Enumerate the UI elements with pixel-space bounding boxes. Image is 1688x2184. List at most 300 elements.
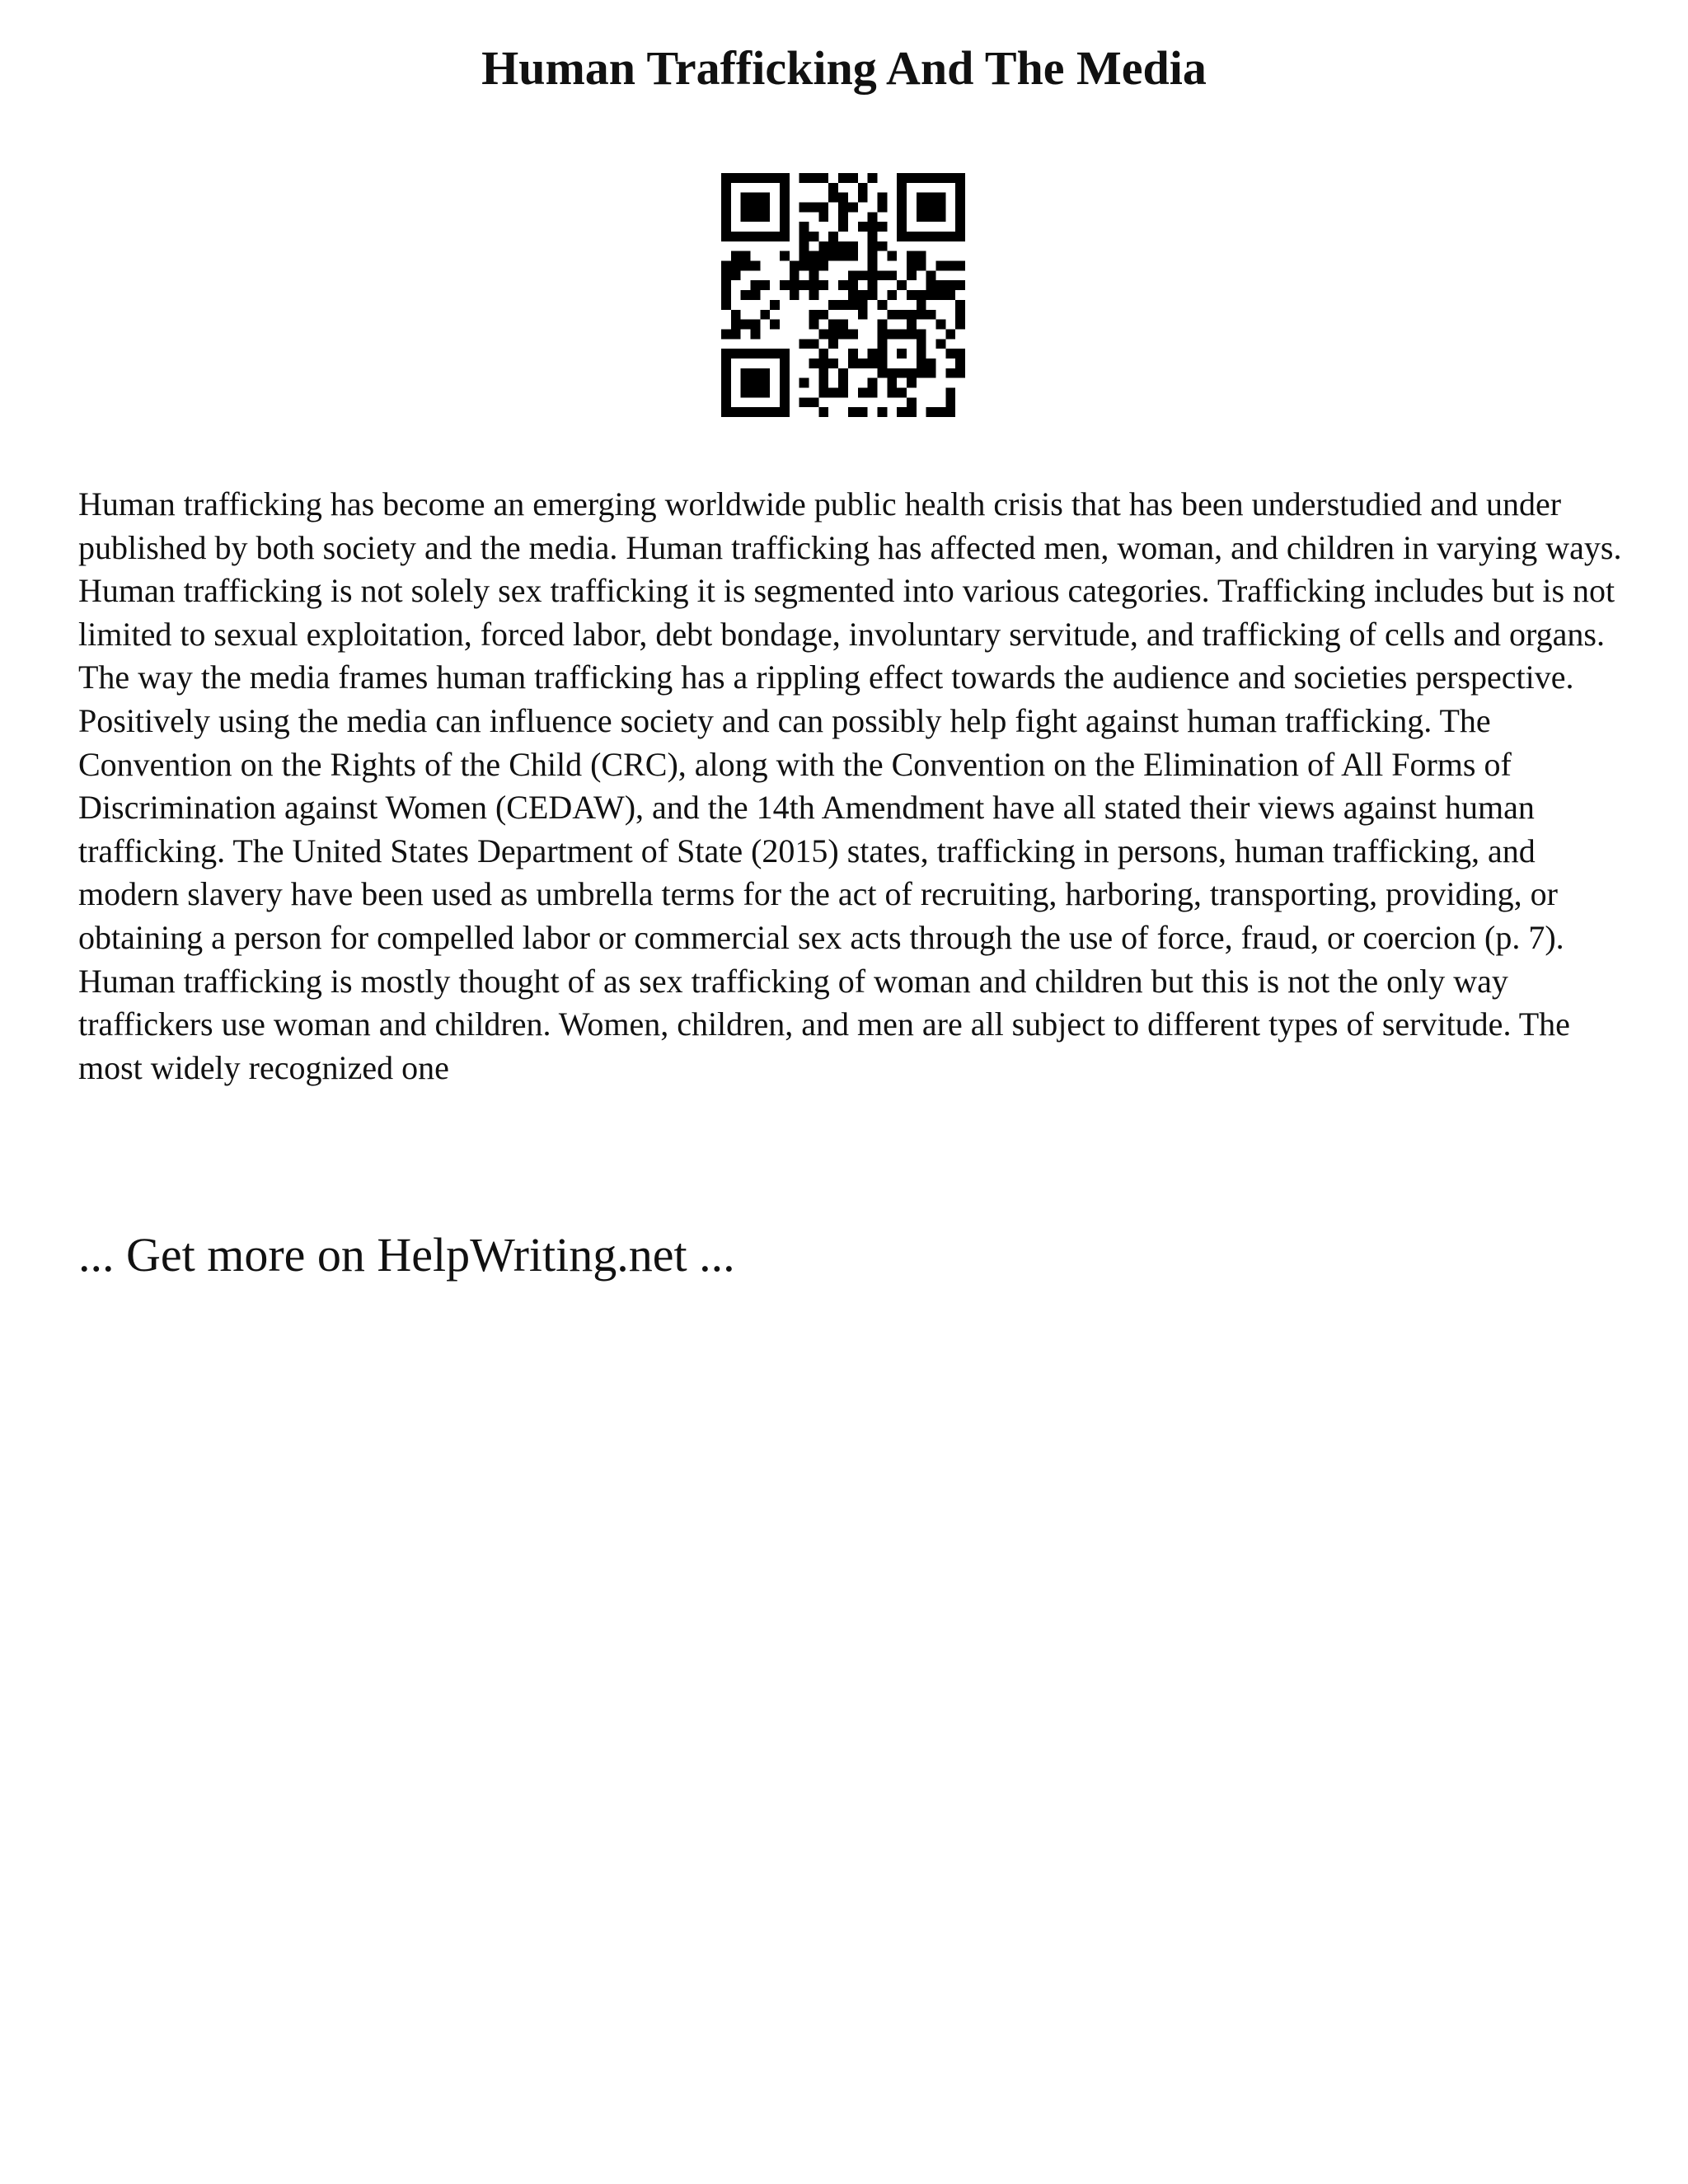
qr-module	[897, 387, 907, 397]
qr-module	[760, 407, 770, 417]
qr-module	[828, 232, 838, 241]
qr-module	[935, 193, 945, 203]
qr-module	[838, 368, 848, 378]
qr-module	[945, 232, 955, 241]
qr-module	[828, 359, 838, 368]
qr-module	[848, 349, 858, 359]
qr-module	[926, 310, 936, 320]
qr-module	[955, 261, 965, 271]
qr-module	[868, 359, 878, 368]
qr-module	[809, 359, 819, 368]
qr-module	[887, 387, 897, 397]
qr-module	[868, 387, 878, 397]
qr-module	[897, 407, 907, 417]
qr-module	[741, 349, 751, 359]
qr-module	[917, 232, 926, 241]
qr-module	[731, 329, 741, 339]
qr-module	[721, 397, 731, 407]
qr-module	[751, 368, 761, 378]
qr-module	[780, 280, 790, 290]
qr-module	[945, 387, 955, 397]
qr-module	[887, 368, 897, 378]
qr-module	[838, 329, 848, 339]
qr-module	[868, 241, 878, 251]
qr-module	[741, 378, 751, 388]
qr-module	[741, 387, 751, 397]
qr-module	[780, 222, 790, 232]
qr-module	[945, 349, 955, 359]
qr-module	[809, 339, 819, 349]
qr-module	[917, 368, 926, 378]
qr-module	[848, 203, 858, 213]
qr-module	[721, 193, 731, 203]
qr-module	[741, 368, 751, 378]
qr-module	[917, 310, 926, 320]
qr-module	[907, 290, 917, 300]
qr-module	[897, 212, 907, 222]
body-paragraph: Human trafficking has become an emerging worldwide public health crisis that has been understudied and under published by both society and the media. Human trafficking has affected men, woman, and children in varying ways. Human trafficking is not solely sex trafficking it is segmented into various categories. Trafficking includes but is not limited to sexual exploitation, forced labor, debt bondage, involuntary servitude, and trafficking of cells and organs. The way the media frames human trafficking has a rippling effect towards the audience and societies perspective. Positively using the media can influence society and can possibly help fight against human trafficking. The Convention on the Rights of the Child (CRC), along with the Convention on the Elimination of All Forms of Discrimination against Women (CEDAW), and the 14th Amendment have all stated their views against human trafficking. The United States Department of State (2015) states, trafficking in persons, human trafficking, and modern slavery have been used as umbrella terms for the act of recruiting, harboring, transporting, providing, or obtaining a person for compelled labor or commercial sex acts through the use of force, fraud, or coercion (p. 7). Human trafficking is mostly thought of as sex trafficking of woman and children but this is not the only way traffickers use woman and children. Women, children, and men are all subject to different types of servitude. The most widely recognized one	[78, 485, 1622, 1086]
qr-module	[897, 203, 907, 213]
get-more-link[interactable]: ... Get more on HelpWriting.net ...	[78, 1228, 735, 1282]
qr-module	[935, 232, 945, 241]
qr-module	[799, 173, 809, 183]
qr-module	[877, 329, 887, 339]
qr-module	[897, 310, 907, 320]
qr-module	[818, 212, 828, 222]
qr-module	[877, 222, 887, 232]
qr-module	[945, 261, 955, 271]
qr-module	[828, 183, 838, 193]
qr-module	[907, 378, 917, 388]
qr-module	[780, 349, 790, 359]
qr-module	[838, 173, 848, 183]
qr-module	[721, 261, 731, 271]
qr-module	[731, 407, 741, 417]
qr-module	[897, 183, 907, 193]
qr-module	[897, 349, 907, 359]
qr-module	[868, 349, 878, 359]
qr-module	[955, 368, 965, 378]
qr-module	[955, 359, 965, 368]
qr-module	[917, 212, 926, 222]
qr-module	[907, 251, 917, 261]
qr-module	[955, 193, 965, 203]
qr-module	[848, 241, 858, 251]
qr-module	[838, 320, 848, 330]
qr-module	[897, 280, 907, 290]
qr-module	[751, 378, 761, 388]
qr-module	[887, 290, 897, 300]
qr-module	[877, 349, 887, 359]
qr-module	[731, 270, 741, 280]
qr-module	[721, 329, 731, 339]
qr-module	[809, 232, 819, 241]
qr-module	[877, 407, 887, 417]
qr-module	[868, 378, 878, 388]
qr-module	[780, 407, 790, 417]
qr-module	[935, 212, 945, 222]
qr-module	[887, 270, 897, 280]
qr-module	[799, 241, 809, 251]
qr-module	[848, 173, 858, 183]
qr-module	[917, 329, 926, 339]
qr-module	[818, 280, 828, 290]
qr-module	[760, 173, 770, 183]
qr-module	[721, 203, 731, 213]
qr-module	[838, 378, 848, 388]
qr-module	[780, 397, 790, 407]
qr-module	[907, 310, 917, 320]
qr-module	[741, 320, 751, 330]
qr-module	[848, 300, 858, 310]
qr-module	[799, 261, 809, 271]
qr-module	[955, 203, 965, 213]
qr-module	[741, 203, 751, 213]
qr-module	[848, 251, 858, 261]
qr-module	[751, 173, 761, 183]
qr-module	[760, 368, 770, 378]
qr-module	[721, 270, 731, 280]
qr-module	[751, 349, 761, 359]
qr-module	[790, 290, 799, 300]
qr-module	[848, 270, 858, 280]
qr-module	[907, 368, 917, 378]
qr-module	[828, 320, 838, 330]
qr-module	[917, 349, 926, 359]
qr-module	[751, 212, 761, 222]
qr-module	[897, 232, 907, 241]
qr-module	[731, 232, 741, 241]
qr-module	[945, 280, 955, 290]
qr-module	[926, 203, 936, 213]
qr-module	[741, 212, 751, 222]
qr-module	[799, 397, 809, 407]
qr-module	[741, 407, 751, 417]
qr-module	[926, 368, 936, 378]
qr-module	[907, 232, 917, 241]
qr-module	[721, 183, 731, 193]
qr-module	[955, 222, 965, 232]
qr-module	[809, 251, 819, 261]
qr-module	[751, 280, 761, 290]
qr-module	[926, 290, 936, 300]
qr-module	[751, 261, 761, 271]
qr-module	[926, 193, 936, 203]
qr-module	[721, 368, 731, 378]
qr-module	[877, 339, 887, 349]
qr-module	[828, 251, 838, 261]
qr-module	[926, 173, 936, 183]
qr-module	[799, 251, 809, 261]
qr-module	[955, 212, 965, 222]
qr-module	[751, 193, 761, 203]
qr-module	[731, 310, 741, 320]
qr-module	[935, 339, 945, 349]
qr-module	[848, 359, 858, 368]
qr-module	[741, 193, 751, 203]
qr-module	[760, 280, 770, 290]
qr-module	[907, 270, 917, 280]
qr-module	[818, 310, 828, 320]
qr-module	[926, 212, 936, 222]
qr-module	[751, 387, 761, 397]
qr-module	[741, 251, 751, 261]
qr-module	[877, 193, 887, 203]
qr-module	[760, 387, 770, 397]
qr-module	[731, 173, 741, 183]
qr-module	[818, 173, 828, 183]
qr-module	[818, 387, 828, 397]
qr-module	[877, 270, 887, 280]
qr-module	[818, 407, 828, 417]
qr-module	[917, 300, 926, 310]
qr-module	[917, 203, 926, 213]
qr-module	[868, 280, 878, 290]
qr-module	[945, 290, 955, 300]
qr-module	[868, 222, 878, 232]
qr-module	[818, 241, 828, 251]
qr-module	[917, 290, 926, 300]
qr-module	[751, 290, 761, 300]
qr-module	[770, 320, 780, 330]
qr-module	[818, 203, 828, 213]
qr-module	[858, 193, 868, 203]
qr-module	[955, 349, 965, 359]
qr-module	[955, 173, 965, 183]
qr-module	[887, 329, 897, 339]
qr-module	[809, 397, 819, 407]
qr-module	[935, 261, 945, 271]
qr-module	[955, 232, 965, 241]
qr-module	[760, 203, 770, 213]
qr-module	[868, 212, 878, 222]
qr-module	[838, 193, 848, 203]
qr-module	[731, 320, 741, 330]
qr-module	[780, 368, 790, 378]
qr-module	[799, 280, 809, 290]
qr-module	[799, 222, 809, 232]
qr-module	[945, 173, 955, 183]
qr-module	[955, 280, 965, 290]
qr-module	[887, 251, 897, 261]
qr-module	[751, 329, 761, 339]
qr-module	[945, 368, 955, 378]
qr-module	[721, 232, 731, 241]
qr-module	[897, 222, 907, 232]
qr-module	[790, 280, 799, 290]
qr-module	[907, 407, 917, 417]
qr-module	[731, 349, 741, 359]
qr-module	[838, 300, 848, 310]
qr-module	[858, 222, 868, 232]
qr-module	[926, 407, 936, 417]
qr-module	[858, 359, 868, 368]
qr-module	[945, 407, 955, 417]
qr-module	[848, 329, 858, 339]
qr-module	[955, 183, 965, 193]
qr-module	[809, 261, 819, 271]
qr-module	[877, 241, 887, 251]
qr-module	[917, 193, 926, 203]
qr-module	[721, 173, 731, 183]
qr-module	[809, 320, 819, 330]
qr-module	[858, 300, 868, 310]
qr-module	[760, 193, 770, 203]
qr-module	[770, 407, 780, 417]
qr-module	[760, 232, 770, 241]
qr-module	[818, 251, 828, 261]
qr-module	[828, 300, 838, 310]
qr-module	[897, 173, 907, 183]
qr-module	[858, 183, 868, 193]
qr-module	[721, 290, 731, 300]
qr-module	[935, 320, 945, 330]
qr-module	[760, 310, 770, 320]
qr-module	[721, 300, 731, 310]
qr-module	[926, 280, 936, 290]
qr-module	[809, 270, 819, 280]
qr-module	[897, 368, 907, 378]
qr-module	[935, 173, 945, 183]
qr-module	[935, 407, 945, 417]
qr-module	[799, 232, 809, 241]
qr-module	[935, 280, 945, 290]
qr-module	[751, 232, 761, 241]
qr-module	[917, 359, 926, 368]
qr-module	[858, 387, 868, 397]
qr-module	[828, 339, 838, 349]
qr-module	[780, 378, 790, 388]
qr-module	[809, 203, 819, 213]
qr-module	[799, 339, 809, 349]
qr-module	[828, 387, 838, 397]
qr-module	[741, 261, 751, 271]
qr-module	[760, 349, 770, 359]
qr-module	[868, 251, 878, 261]
qr-module	[751, 203, 761, 213]
qr-module	[828, 329, 838, 339]
qr-module	[818, 329, 828, 339]
qr-module	[926, 270, 936, 280]
qr-module	[790, 270, 799, 280]
qr-module	[945, 329, 955, 339]
qr-module	[721, 359, 731, 368]
qr-module	[848, 407, 858, 417]
qr-module	[818, 261, 828, 271]
qr-module	[917, 173, 926, 183]
qr-module	[721, 280, 731, 290]
qr-module	[770, 173, 780, 183]
qr-module	[790, 261, 799, 271]
qr-module	[799, 378, 809, 388]
qr-module	[917, 251, 926, 261]
qr-module	[848, 290, 858, 300]
qr-module	[828, 193, 838, 203]
qr-module	[838, 203, 848, 213]
qr-module	[751, 320, 761, 330]
qr-module	[848, 280, 858, 290]
qr-module	[751, 407, 761, 417]
qr-module	[858, 310, 868, 320]
qr-module	[868, 290, 878, 300]
qr-module	[838, 241, 848, 251]
qr-code-icon	[721, 173, 965, 417]
qr-module	[770, 349, 780, 359]
qr-module	[838, 387, 848, 397]
qr-module	[770, 232, 780, 241]
qr-module	[818, 368, 828, 378]
qr-module	[828, 241, 838, 251]
qr-module	[721, 222, 731, 232]
qr-module	[907, 329, 917, 339]
qr-module	[935, 203, 945, 213]
qr-module	[877, 203, 887, 213]
qr-module	[955, 320, 965, 330]
qr-module	[926, 359, 936, 368]
qr-module	[917, 339, 926, 349]
qr-module	[721, 407, 731, 417]
qr-module	[770, 300, 780, 310]
qr-module	[907, 261, 917, 271]
qr-module	[926, 232, 936, 241]
qr-module	[858, 407, 868, 417]
qr-module	[780, 173, 790, 183]
qr-module	[818, 349, 828, 359]
qr-module	[877, 320, 887, 330]
qr-module	[760, 378, 770, 388]
qr-module	[907, 320, 917, 330]
qr-module	[955, 310, 965, 320]
qr-module	[838, 212, 848, 222]
qr-module	[721, 349, 731, 359]
qr-module	[818, 359, 828, 368]
qr-module	[877, 300, 887, 310]
qr-module	[955, 300, 965, 310]
qr-module	[838, 280, 848, 290]
qr-module	[917, 261, 926, 271]
qr-module	[858, 270, 868, 280]
qr-module	[907, 397, 917, 407]
qr-module	[868, 173, 878, 183]
qr-module	[818, 378, 828, 388]
qr-module	[887, 310, 897, 320]
qr-module	[721, 387, 731, 397]
qr-module	[809, 310, 819, 320]
qr-module	[809, 290, 819, 300]
qr-module	[799, 203, 809, 213]
qr-module	[935, 290, 945, 300]
qr-module	[897, 193, 907, 203]
qr-module	[780, 212, 790, 222]
qr-module	[780, 193, 790, 203]
page-title: Human Trafficking And The Media	[481, 41, 1207, 95]
qr-module	[780, 183, 790, 193]
qr-module	[809, 173, 819, 183]
qr-module	[760, 212, 770, 222]
qr-module	[721, 378, 731, 388]
qr-module	[809, 280, 819, 290]
qr-module	[838, 251, 848, 261]
qr-module	[731, 261, 741, 271]
qr-module	[780, 387, 790, 397]
qr-module	[907, 173, 917, 183]
qr-module	[780, 232, 790, 241]
qr-module	[741, 232, 751, 241]
qr-module	[945, 397, 955, 407]
qr-module	[741, 290, 751, 300]
qr-module	[868, 232, 878, 241]
qr-module	[780, 203, 790, 213]
